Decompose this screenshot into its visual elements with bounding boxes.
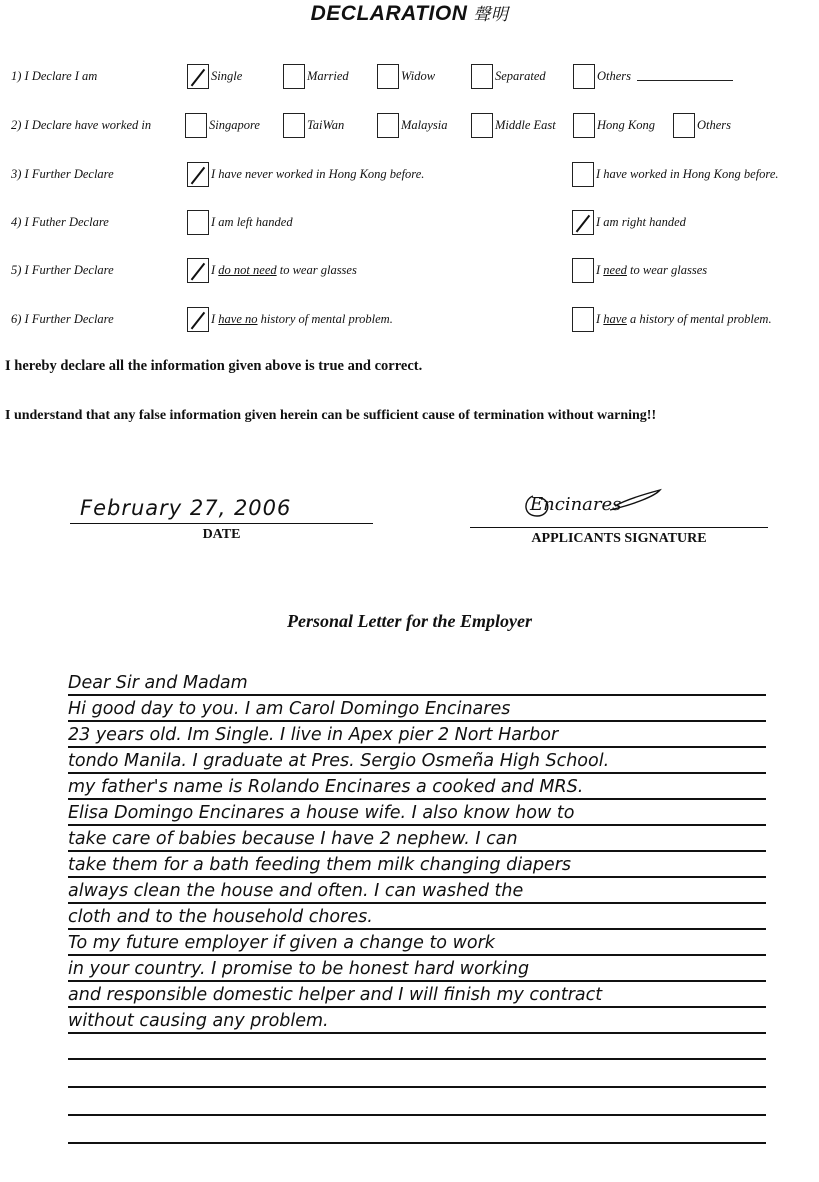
- option-post: to wear glasses: [276, 262, 357, 277]
- option-label: [211, 263, 357, 278]
- signature-block: [470, 527, 768, 547]
- option-label: I have worked in Hong Kong before.: [596, 166, 779, 181]
- letter-line-text: without causing any problem.: [68, 1011, 329, 1031]
- letter-line[interactable]: [68, 1062, 766, 1088]
- option-taiwan[interactable]: [283, 111, 344, 139]
- option-label: Singapore: [209, 117, 260, 132]
- option-pre: I: [211, 311, 219, 326]
- option-others[interactable]: [573, 62, 733, 90]
- option-label: I am right handed: [596, 214, 686, 229]
- checkbox[interactable]: [573, 64, 595, 89]
- title-cjk: 聲明: [473, 5, 509, 24]
- letter-line[interactable]: [68, 1090, 766, 1116]
- letter-line[interactable]: [68, 1008, 766, 1034]
- letter-line[interactable]: [68, 904, 766, 930]
- option-underlined: have: [603, 311, 627, 326]
- option-label: Married: [307, 68, 349, 83]
- option-malaysia[interactable]: [377, 111, 448, 139]
- declaration-row-5: [0, 256, 819, 286]
- date-line: [70, 523, 373, 524]
- row-label: 5) I Further Declare: [11, 263, 114, 277]
- letter-line[interactable]: [68, 696, 766, 722]
- checkbox-checked[interactable]: [572, 210, 594, 235]
- option-label: Single: [211, 68, 243, 83]
- option-label: [596, 312, 772, 327]
- option-underlined: have no: [218, 311, 258, 326]
- signature-line: [470, 527, 768, 528]
- checkbox-checked[interactable]: [187, 307, 209, 332]
- option-post: to wear glasses: [626, 262, 708, 277]
- option-post: history of mental problem.: [257, 311, 393, 326]
- letter-line-text: take them for a bath feeding them milk changing diapers: [68, 855, 572, 875]
- letter-line[interactable]: [68, 748, 766, 774]
- row-label: 2) I Declare have worked in: [11, 118, 152, 132]
- letter-line-text: 23 years old. Im Single. I live in Apex pier 2 Nort Harbor: [68, 725, 559, 745]
- letter-line-text: always clean the house and often. I can washed the: [68, 881, 524, 901]
- option-singapore[interactable]: [185, 111, 260, 139]
- letter-line-text: cloth and to the household chores.: [68, 907, 373, 927]
- date-block: [70, 523, 373, 543]
- checkbox-checked[interactable]: [187, 64, 209, 89]
- option-underlined: do not need: [218, 262, 277, 277]
- letter-line[interactable]: [68, 722, 766, 748]
- option-pre: I: [596, 262, 604, 277]
- letter-line[interactable]: [68, 878, 766, 904]
- title-text: DECLARATION: [310, 2, 468, 25]
- option-no-glasses[interactable]: [187, 256, 357, 284]
- option-label: Separated: [495, 68, 546, 83]
- letter-line[interactable]: [68, 774, 766, 800]
- letter-line[interactable]: [68, 982, 766, 1008]
- option-middle-east[interactable]: [471, 111, 556, 139]
- statement-true-correct: I hereby declare all the information given above is true and correct.: [5, 358, 423, 374]
- checkbox[interactable]: [283, 113, 305, 138]
- letter-line-text: in your country. I promise to be honest hard working: [68, 959, 530, 979]
- letter-line-text: my father's name is Rolando Encinares a cooked and MRS.: [68, 777, 584, 797]
- checkbox[interactable]: [187, 210, 209, 235]
- option-no-mental-history[interactable]: [187, 305, 393, 333]
- option-separated[interactable]: [471, 62, 546, 90]
- letter-line[interactable]: [68, 930, 766, 956]
- checkbox[interactable]: [573, 113, 595, 138]
- option-label: I have never worked in Hong Kong before.: [211, 166, 425, 181]
- option-label: Others: [597, 68, 632, 83]
- checkbox[interactable]: [283, 64, 305, 89]
- option-worked-hk[interactable]: [572, 160, 779, 188]
- letter-line-text: Elisa Domingo Encinares a house wife. I also know how to: [68, 803, 575, 823]
- checkbox-checked[interactable]: [187, 162, 209, 187]
- option-label: Widow: [401, 68, 436, 83]
- letter-title: Personal Letter for the Employer: [287, 611, 532, 631]
- signature-handwritten: Encinares: [530, 494, 622, 515]
- option-pre: I: [596, 311, 604, 326]
- row-label: 6) I Further Declare: [11, 312, 114, 326]
- letter-line[interactable]: [68, 956, 766, 982]
- declaration-row-4: [0, 208, 819, 238]
- signature-flourish: [515, 486, 665, 526]
- letter-line-text: take care of babies because I have 2 nephew. I can: [68, 829, 518, 849]
- checkbox-checked[interactable]: [187, 258, 209, 283]
- option-label: [211, 312, 393, 327]
- letter-line[interactable]: [68, 800, 766, 826]
- row-label: 4) I Futher Declare: [11, 215, 109, 229]
- option-label: Malaysia: [401, 117, 448, 132]
- checkbox[interactable]: [377, 64, 399, 89]
- checkbox[interactable]: [572, 307, 594, 332]
- option-label: I am left handed: [211, 214, 293, 229]
- option-need-glasses[interactable]: [572, 256, 707, 284]
- declaration-row-6: [0, 305, 819, 335]
- option-label: [596, 263, 707, 278]
- letter-line[interactable]: [68, 670, 766, 696]
- letter-line-text: and responsible domestic helper and I will finish my contract: [68, 985, 603, 1005]
- option-never-worked-hk[interactable]: [187, 160, 424, 188]
- option-married[interactable]: [283, 62, 349, 90]
- checkbox[interactable]: [572, 162, 594, 187]
- option-label: TaiWan: [307, 117, 345, 132]
- checkbox[interactable]: [185, 113, 207, 138]
- option-widow[interactable]: [377, 62, 435, 90]
- checkbox[interactable]: [572, 258, 594, 283]
- option-label: Hong Kong: [597, 117, 655, 132]
- date-handwritten: February 27, 2006: [80, 496, 292, 520]
- option-pre: I: [211, 262, 219, 277]
- option-single[interactable]: [187, 62, 242, 90]
- page-title: [0, 0, 819, 26]
- checkbox[interactable]: [471, 64, 493, 89]
- option-hong-kong[interactable]: [573, 111, 655, 139]
- checkbox[interactable]: [673, 113, 695, 138]
- declaration-row-3: [0, 160, 819, 190]
- row-label: 3) I Further Declare: [11, 167, 114, 181]
- letter-line[interactable]: [68, 826, 766, 852]
- letter-line-text: To my future employer if given a change to work: [68, 933, 495, 953]
- declaration-row-1: [0, 62, 819, 92]
- checkbox[interactable]: [471, 113, 493, 138]
- checkbox[interactable]: [377, 113, 399, 138]
- option-underlined: need: [603, 262, 627, 277]
- option-others-2[interactable]: [673, 111, 731, 139]
- row-label: 1) I Declare I am: [11, 69, 98, 83]
- letter-line-text: Dear Sir and Madam: [68, 673, 248, 693]
- others-blank-line[interactable]: [637, 71, 733, 81]
- option-right-handed[interactable]: [572, 208, 686, 236]
- option-left-handed[interactable]: [187, 208, 293, 236]
- statement-false-info: I understand that any false information given herein can be sufficient cause of termination without warning!!: [5, 408, 657, 423]
- letter-line[interactable]: [68, 1034, 766, 1060]
- letter-line-text: Hi good day to you. I am Carol Domingo Encinares: [68, 699, 511, 719]
- declaration-row-2: [0, 111, 819, 141]
- letter-line[interactable]: [68, 1118, 766, 1144]
- option-post: a history of mental problem.: [626, 311, 772, 326]
- option-label: Middle East: [495, 117, 556, 132]
- letter-line-text: tondo Manila. I graduate at Pres. Sergio Osmeña High School.: [68, 751, 610, 771]
- option-mental-history[interactable]: [572, 305, 772, 333]
- option-label: Others: [697, 117, 732, 132]
- letter-line[interactable]: [68, 852, 766, 878]
- signature-caption: APPLICANTS SIGNATURE: [531, 531, 707, 546]
- date-caption: DATE: [202, 527, 241, 542]
